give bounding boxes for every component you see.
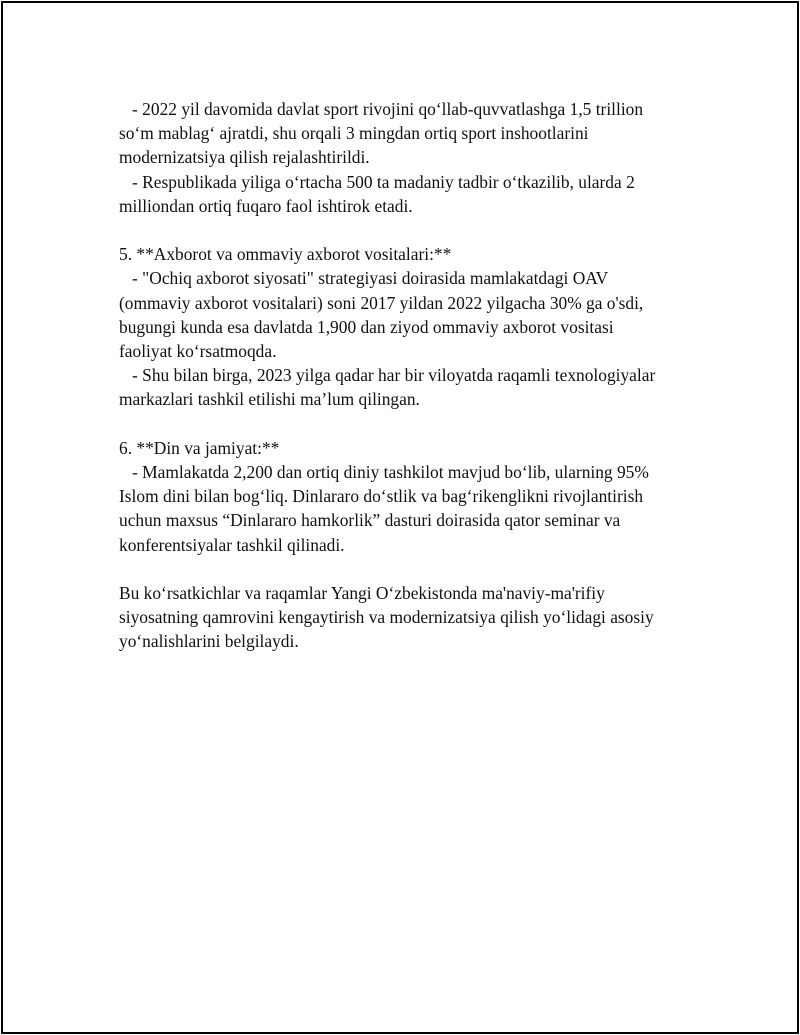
text-line: so‘m mablag‘ ajratdi, shu orqali 3 mingdan ortiq sport inshootlarini <box>119 123 589 144</box>
document-page <box>1 1 799 1034</box>
paragraph-gap <box>119 412 699 436</box>
text-line: - "Ochiq axborot siyosati" strategiyasi doirasida mamlakatdagi OAV <box>119 268 609 289</box>
text-line: - Shu bilan birga, 2023 yilga qadar har bir viloyatda raqamli texnologiyalar <box>119 365 656 386</box>
text-line: markazlari tashkil etilishi ma’lum qilingan. <box>119 389 420 410</box>
section-heading: 5. **Axborot va ommaviy axborot vositalari:** <box>119 244 452 265</box>
text-line: konferentsiyalar tashkil qilinadi. <box>119 534 345 555</box>
text-line: siyosatning qamrovini kengaytirish va modernizatsiya qilish yo‘lidagi asosiy <box>119 607 654 628</box>
text-line: - 2022 yil davomida davlat sport rivojini qo‘llab-quvvatlashga 1,5 trillion <box>119 99 644 119</box>
text-line: yo‘nalishlarini belgilaydi. <box>119 631 299 652</box>
text-line: milliondan ortiq fuqaro faol ishtirok etadi. <box>119 195 413 216</box>
paragraph-gap <box>119 218 699 242</box>
text-line: Bu ko‘rsatkichlar va raqamlar Yangi O‘zbekistonda ma'naviy-ma'rifiy <box>119 583 605 604</box>
paragraph-gap <box>119 557 699 581</box>
text-line: (ommaviy axborot vositalari) soni 2017 yildan 2022 yilgacha 30% ga o'sdi, <box>119 292 644 313</box>
document-body <box>119 97 699 654</box>
text-line: bugungi kunda esa davlatda 1,900 dan ziyod ommaviy axborot vositasi <box>119 316 614 337</box>
section-heading: 6. **Din va jamiyat:** <box>119 437 280 458</box>
text-line: - Mamlakatda 2,200 dan ortiq diniy tashkilot mavjud bo‘lib, ularning 95% <box>119 462 649 483</box>
text-line: - Respublikada yiliga o‘rtacha 500 ta madaniy tadbir o‘tkazilib, ularda 2 <box>119 171 635 192</box>
text-line: uchun maxsus “Dinlararo hamkorlik” dasturi doirasida qator seminar va <box>119 510 621 531</box>
text-line: modernizatsiya qilish rejalashtirildi. <box>119 147 370 168</box>
text-line: Islom dini bilan bog‘liq. Dinlararo do‘stlik va bag‘rikenglikni rivojlantirish <box>119 486 644 507</box>
text-line: faoliyat ko‘rsatmoqda. <box>119 341 277 362</box>
